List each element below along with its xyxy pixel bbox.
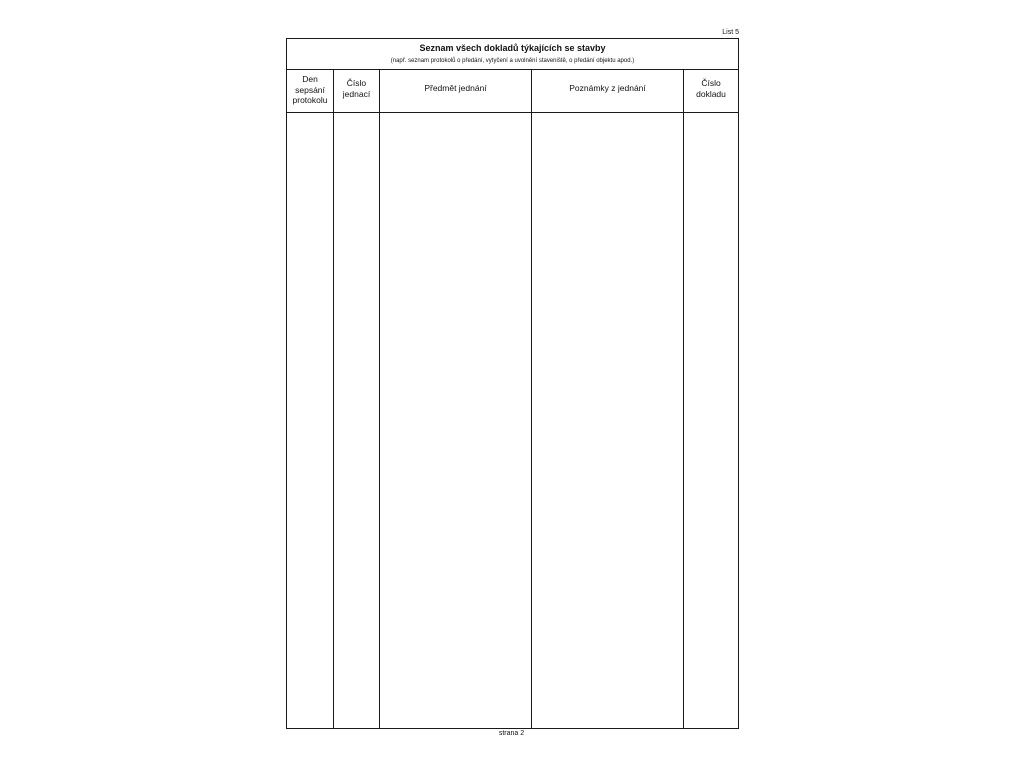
page-number: strana 2: [498, 730, 525, 737]
column-header-reference-number-label: Číslo jednací: [342, 78, 371, 99]
subject-column-cells[interactable]: [380, 113, 531, 728]
column-header-notes: [532, 70, 683, 112]
reference-number-column-cells[interactable]: [334, 113, 379, 728]
column-header-date-label: Den sepsání protokolu: [292, 74, 328, 105]
sheet-number: List 5: [722, 29, 739, 36]
document-number-column-cells[interactable]: [684, 113, 738, 728]
column-header-document-number-label: Číslo dokladu: [696, 78, 726, 99]
notes-column-cells[interactable]: [532, 113, 683, 728]
form-title: Seznam všech dokladů týkajících se stavby: [419, 43, 606, 53]
column-header-date: [287, 70, 333, 112]
column-header-document-number: [684, 70, 738, 112]
date-column-cells[interactable]: [287, 113, 333, 728]
form-header: [287, 39, 738, 70]
form-subtitle: (např. seznam protokolů o předání, vytyčení a uvolnění staveniště, o předání objektu apod.): [390, 58, 635, 64]
column-header-reference-number: [334, 70, 379, 112]
documents-list-form: [286, 38, 739, 729]
column-header-subject: [380, 70, 531, 112]
column-header-notes-label: Poznámky z jednání: [569, 83, 646, 93]
column-header-subject-label: Předmět jednání: [424, 83, 487, 93]
